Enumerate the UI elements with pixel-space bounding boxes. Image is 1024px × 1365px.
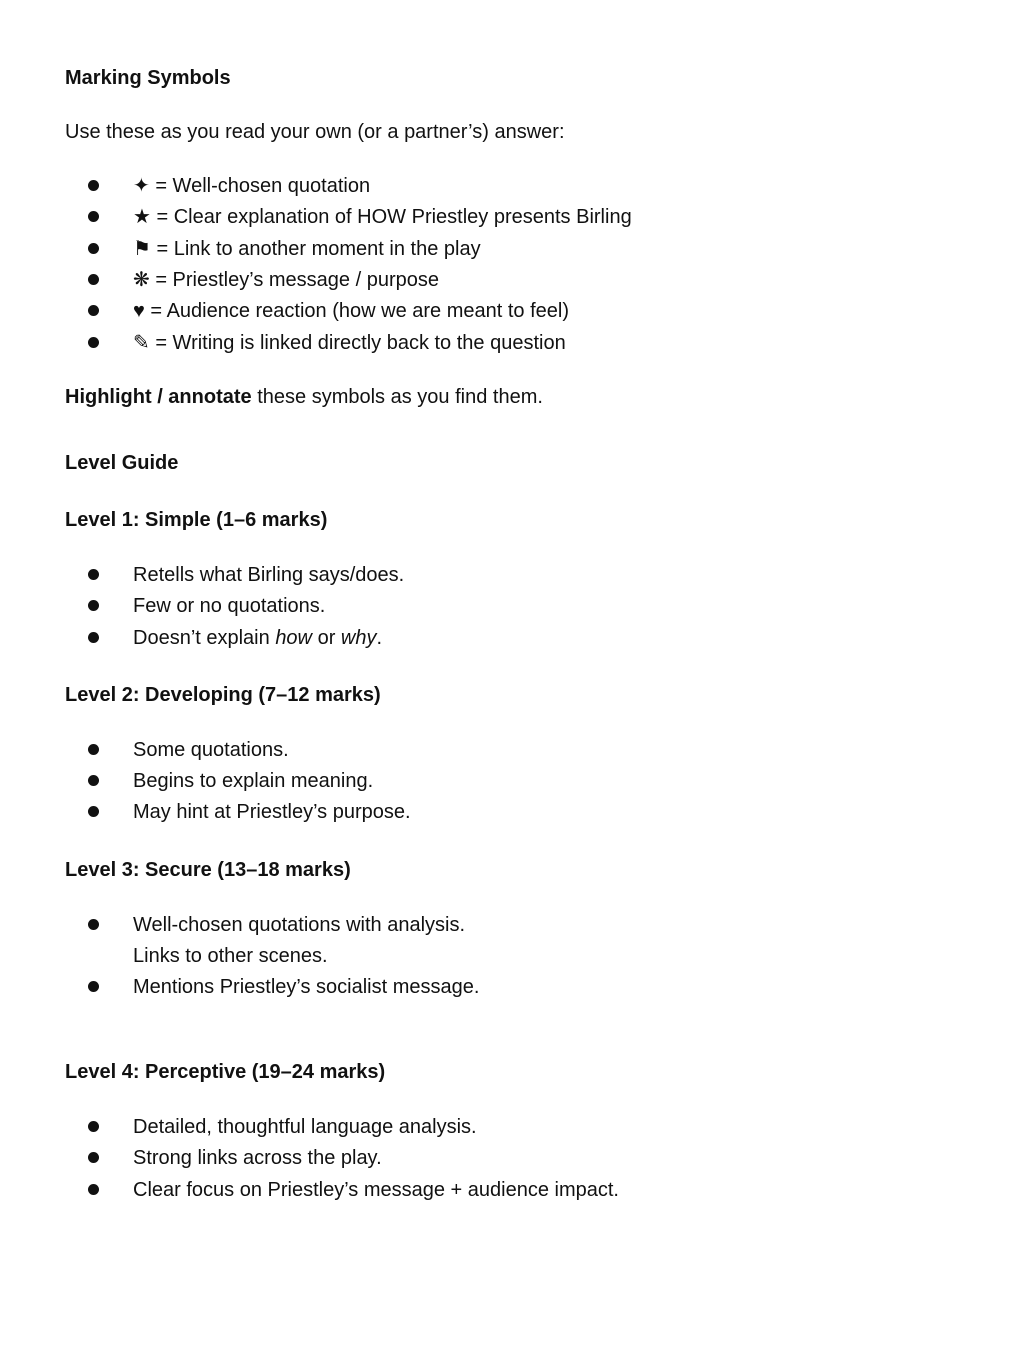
- level3-heading: Level 3: Secure (13–18 marks): [65, 859, 351, 881]
- bullet-icon: [88, 1152, 99, 1163]
- level1-item3-how: how: [275, 627, 313, 649]
- level-guide-heading: Level Guide: [65, 452, 179, 474]
- bullet-icon: [88, 600, 99, 611]
- bullet-icon: [88, 632, 99, 643]
- bullet-icon: [88, 919, 99, 930]
- bullet-icon: [88, 775, 99, 786]
- level2-item: May hint at Priestley’s purpose.: [133, 801, 411, 823]
- level1-item3-mid: or: [312, 627, 341, 649]
- symbol-audience-text: ♥ = Audience reaction (how we are meant to feel): [133, 300, 570, 322]
- level1-item3-why: why: [340, 627, 377, 649]
- level3-item: Links to other scenes.: [133, 945, 328, 967]
- bullet-icon: [88, 806, 99, 817]
- bullet-icon: [88, 243, 99, 254]
- highlight-instruction-bold: Highlight / annotate: [65, 386, 252, 408]
- bullet-icon: [88, 981, 99, 992]
- bullet-icon: [88, 211, 99, 222]
- level1-heading: Level 1: Simple (1–6 marks): [65, 509, 328, 531]
- symbol-question-text: ✎ = Writing is linked directly back to the question: [133, 332, 566, 354]
- bullet-icon: [88, 274, 99, 285]
- level2-item: Some quotations.: [133, 739, 289, 761]
- marking-symbols-intro: Use these as you read your own (or a partner’s) answer:: [65, 121, 565, 143]
- level2-item: Begins to explain meaning.: [133, 770, 374, 792]
- bullet-icon: [88, 1121, 99, 1132]
- symbol-explanation-text: ★ = Clear explanation of HOW Priestley presents Birling: [133, 206, 632, 228]
- symbol-message-text: ❋ = Priestley’s message / purpose: [133, 269, 439, 291]
- level1-item: Retells what Birling says/does.: [133, 564, 405, 586]
- level1-item3-pre: Doesn’t explain: [133, 627, 276, 649]
- highlight-instruction: [65, 385, 543, 409]
- symbol-quotation-text: ✦ = Well-chosen quotation: [133, 175, 371, 197]
- highlight-instruction-rest: these symbols as you find them.: [251, 386, 543, 408]
- level1-item: Few or no quotations.: [133, 595, 326, 617]
- bullet-icon: [88, 337, 99, 348]
- level4-heading: Level 4: Perceptive (19–24 marks): [65, 1061, 386, 1083]
- bullet-icon: [88, 569, 99, 580]
- symbol-link-text: ⚑ = Link to another moment in the play: [133, 238, 481, 260]
- level2-heading: Level 2: Developing (7–12 marks): [65, 684, 381, 706]
- level3-item: Mentions Priestley’s socialist message.: [133, 976, 480, 998]
- bullet-icon: [88, 1184, 99, 1195]
- level4-item: Strong links across the play.: [133, 1147, 382, 1169]
- level4-item: Clear focus on Priestley’s message + audience impact.: [133, 1179, 619, 1201]
- marking-symbols-heading: Marking Symbols: [65, 67, 231, 89]
- level1-item3-post: .: [376, 627, 383, 649]
- level4-item: Detailed, thoughtful language analysis.: [133, 1116, 477, 1138]
- bullet-icon: [88, 744, 99, 755]
- level3-item: Well-chosen quotations with analysis.: [133, 914, 466, 936]
- bullet-icon: [88, 180, 99, 191]
- bullet-icon: [88, 305, 99, 316]
- level1-item: [133, 626, 382, 650]
